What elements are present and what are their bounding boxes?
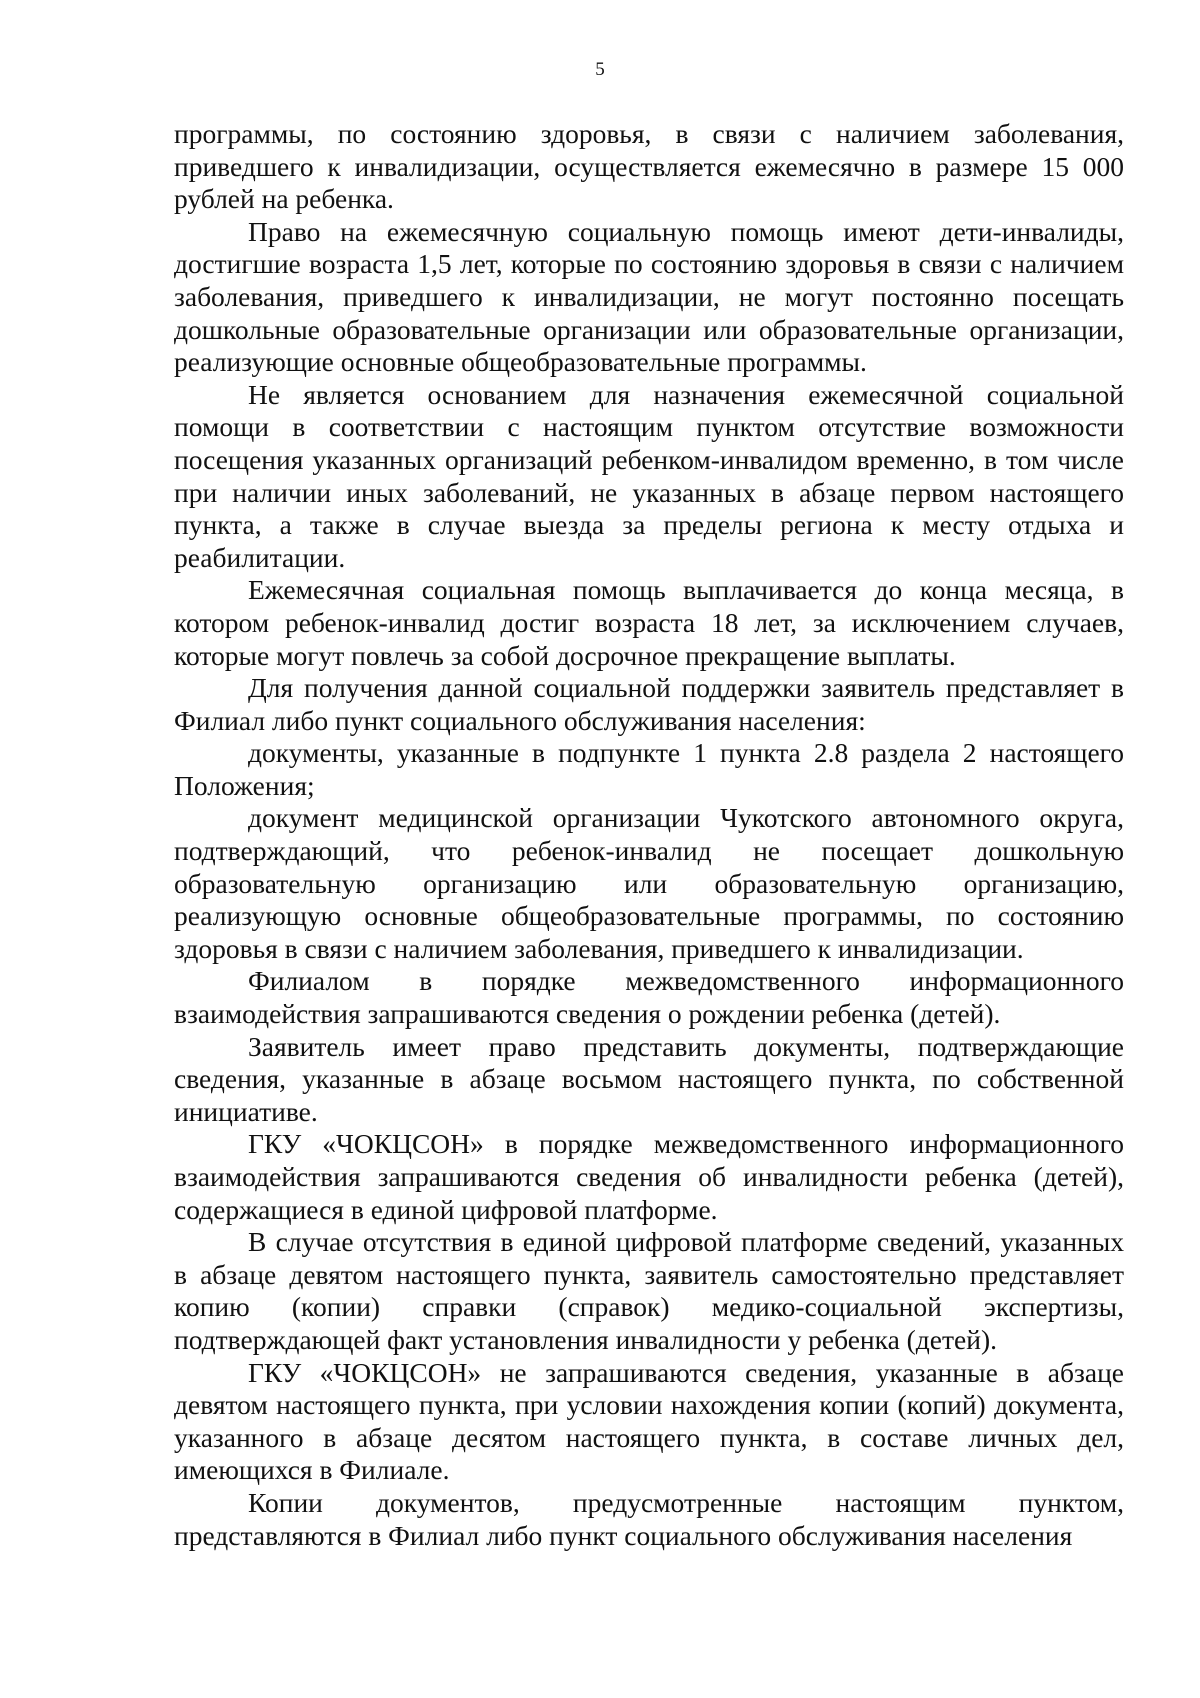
paragraph: документы, указанные в подпункте 1 пункта 2.8 раздела 2 настоящего Положения; [174,737,1124,801]
paragraph: Филиалом в порядке межведомственного информационного взаимодействия запрашиваются сведения о рождении ребенка (детей). [174,965,1124,1030]
paragraph: В случае отсутствия в единой цифровой платформе сведений, указанных в абзаце девятом настоящего пункта, заявитель самостоятельно представляет копию (копии) справки (справок) медико-социальной экспертизы, подтверждающей факт установления инвалидности у ребенка (детей). [174,1226,1124,1355]
document-body [174,118,1124,1552]
paragraph-continuation: программы, по состоянию здоровья, в связи с наличием заболевания, приведшего к инвалидизации, осуществляется ежемесячно в размере 15 000 рублей на ребенка. [174,118,1124,215]
paragraph: Заявитель имеет право представить документы, подтверждающие сведения, указанные в абзаце восьмом настоящего пункта, по собственной инициативе. [174,1030,1124,1127]
paragraph: документ медицинской организации Чукотского автономного округа, подтверждающий, что ребенок-инвалид не посещает дошкольную образовательную организацию или образовательную организацию, реализующую основные общеобразовательные программы, по состоянию здоровья в связи с наличием заболевания, приведшего к инвалидизации. [174,802,1124,964]
paragraph: Ежемесячная социальная помощь выплачивается до конца месяца, в котором ребенок-инвалид достиг возраста 18 лет, за исключением случаев, которые могут повлечь за собой досрочное прекращение выплаты. [174,574,1124,671]
paragraph-continued-next-page: Копии документов, предусмотренные настоящим пунктом, представляются в Филиал либо пункт социального обслуживания населения [174,1486,1124,1551]
paragraph: Не является основанием для назначения ежемесячной социальной помощи в соответствии с настоящим пунктом отсутствие возможности посещения указанных организаций ребенком-инвалидом временно, в том числе при наличии иных заболеваний, не указанных в абзаце первом настоящего пункта, а также в случае выезда за пределы региона к месту отдыха и реабилитации. [174,378,1124,573]
paragraph: Для получения данной социальной поддержки заявитель представляет в Филиал либо пункт социального обслуживания населения: [174,672,1124,736]
paragraph: Право на ежемесячную социальную помощь имеют дети-инвалиды, достигшие возраста 1,5 лет, которые по состоянию здоровья в связи с наличием заболевания, приведшего к инвалидизации, не могут постоянно посещать дошкольные образовательные организации или образовательные организации, реализующие основные общеобразовательные программы. [174,215,1124,378]
paragraph: ГКУ «ЧОКЦСОН» не запрашиваются сведения, указанные в абзаце девятом настоящего пункта, при условии нахождения копии (копий) документа, указанного в абзаце десятом настоящего пункта, в составе личных дел, имеющихся в Филиале. [174,1356,1124,1486]
page-number: 5 [595,59,605,80]
paragraph: ГКУ «ЧОКЦСОН» в порядке межведомственного информационного взаимодействия запрашиваются сведения об инвалидности ребенка (детей), содержащиеся в единой цифровой платформе. [174,1128,1124,1225]
